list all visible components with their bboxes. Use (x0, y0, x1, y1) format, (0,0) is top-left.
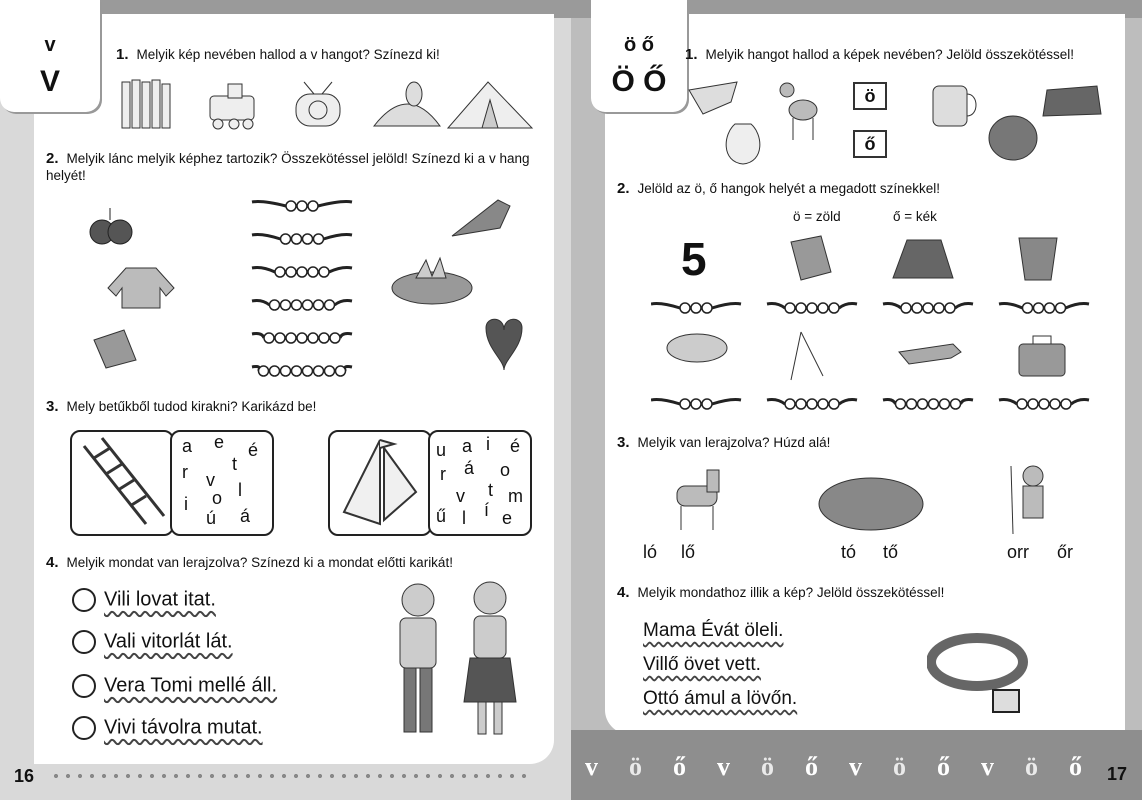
strip-letter: ö (761, 752, 774, 781)
letter-option[interactable]: i (184, 494, 188, 514)
bead-chain (999, 303, 1089, 313)
rug-icon (893, 240, 953, 278)
letter-option[interactable]: r (182, 462, 188, 482)
letter-option[interactable]: v (456, 486, 465, 506)
scarf-icon (689, 82, 737, 114)
bead-chain (252, 333, 352, 343)
letter-option[interactable]: l (462, 508, 466, 528)
word-option[interactable]: őr (1057, 542, 1074, 562)
big-number-five: 5 (681, 233, 707, 285)
sweater-icon (108, 268, 174, 308)
strip-letter: ö (629, 752, 642, 781)
bead-chain (767, 303, 857, 313)
letter-option[interactable]: o (212, 488, 223, 508)
sentence-text: Vali vitorlát lát. (104, 630, 233, 653)
task-number: 3. (617, 434, 630, 451)
task1-pictures (118, 74, 538, 134)
letter-tab-v (0, 0, 100, 112)
heart-icon (486, 319, 522, 370)
letter-option[interactable]: e (502, 508, 513, 528)
task-3 (617, 434, 1117, 451)
bead-chains (248, 196, 358, 386)
sentence-text: Vera Tomi mellé áll. (104, 674, 278, 697)
bead-chain (883, 399, 973, 409)
bead-chain (651, 399, 741, 409)
task-text: Melyik mondathoz illik a kép? Jelöld összekötéssel! (637, 585, 945, 600)
sentence-text[interactable]: Mama Évát öleli. (643, 620, 784, 641)
sentence-option[interactable] (72, 588, 216, 612)
sentence-text[interactable]: Ottó ámul a lövőn. (643, 688, 798, 709)
water-lily-icon (392, 258, 472, 304)
tent-icon (448, 82, 532, 128)
horse-icon (677, 470, 719, 530)
mug-icon (933, 86, 976, 126)
iron-icon (452, 200, 510, 236)
bead-chain (252, 300, 352, 310)
book-icon (94, 330, 136, 368)
answer-circle[interactable] (72, 716, 96, 740)
strip-letter: ő (805, 752, 818, 781)
belt-picture (927, 622, 1047, 720)
page-number: 17 (1107, 764, 1128, 784)
letter-option[interactable]: á (464, 458, 475, 478)
word-option[interactable]: orr (1007, 542, 1029, 562)
letter-option[interactable]: l (238, 480, 242, 500)
letter-option[interactable]: v (206, 470, 215, 490)
guard-icon (1011, 466, 1043, 534)
task-1 (685, 46, 1125, 63)
tab-upper: V (39, 65, 60, 98)
fence-icon (122, 80, 170, 128)
answer-circle[interactable] (72, 588, 96, 612)
radio-icon (296, 82, 340, 126)
task-number: 2. (617, 180, 630, 197)
sentence-text: Vivi távolra mutat. (104, 716, 263, 739)
color-legend-o-umlaut: ö = zöld (793, 209, 841, 224)
strip-letter: v (849, 752, 862, 781)
sentence-text: Vili lovat itat. (104, 588, 216, 611)
mark-o-double-acute: ő (853, 130, 887, 158)
task-number: 3. (46, 398, 59, 415)
answer-circle[interactable] (72, 630, 96, 654)
letter-option[interactable]: i (486, 434, 490, 454)
task-text: Melyik van lerajzolva? Húzd alá! (637, 435, 831, 450)
letter-option[interactable]: ú (206, 508, 217, 528)
belt-icon (931, 638, 1023, 712)
task-number: 4. (46, 554, 59, 571)
task-number: 4. (617, 584, 630, 601)
bead-chains (651, 296, 1111, 416)
strip-letter: ö (1025, 752, 1038, 781)
task-text: Jelöld az ö, ő hangok helyét a megadott színekkel! (637, 181, 940, 196)
letter-option[interactable]: t (488, 480, 494, 500)
letter-option[interactable]: t (232, 454, 238, 474)
bead-chain (252, 201, 352, 211)
task-2 (617, 180, 1117, 197)
pumpkin-icon (989, 116, 1037, 160)
fawn-icon (780, 83, 817, 140)
strip-letter: v (585, 752, 598, 781)
girl-icon (464, 582, 516, 734)
sentence-option[interactable] (72, 630, 233, 654)
sentence-option[interactable] (72, 674, 277, 698)
pear-icon (726, 124, 760, 164)
task-number: 1. (685, 46, 698, 63)
footer-dots (50, 774, 534, 778)
children-picture (386, 578, 526, 744)
ladder-picture-box (70, 430, 174, 536)
task-text: Melyik hangot hallod a képek nevében? Jelöld összekötéssel! (705, 47, 1074, 62)
letter-option[interactable]: m (508, 486, 523, 506)
strip-letter: ő (673, 752, 686, 781)
task-number: 1. (116, 46, 129, 63)
task-text: Melyik mondat van lerajzolva? Színezd ki a mondat előtti karikát! (66, 555, 453, 570)
strip-letter: v (981, 752, 994, 781)
mole-icon (374, 82, 440, 126)
word-option[interactable]: tő (883, 542, 899, 562)
task-text: Melyik lánc melyik képhez tartozik? Összekötéssel jelöld! Színezd ki a v hang helyét! (46, 151, 530, 183)
sentence-text[interactable]: Villő övet vett. (643, 654, 761, 675)
tab-lower: ö ő (624, 34, 654, 56)
bead-chain (252, 267, 352, 277)
color-legend-o-double-acute: ő = kék (893, 209, 937, 224)
train-icon (210, 84, 254, 129)
letter-option[interactable]: o (500, 460, 511, 480)
strip-letter: ő (1069, 752, 1082, 781)
word-option[interactable]: lő (681, 542, 696, 562)
plum-icon (90, 208, 132, 244)
bead-chain (883, 303, 973, 313)
task-4 (46, 554, 536, 571)
task3-pictures (661, 460, 1081, 540)
word-option[interactable]: ló (643, 542, 658, 562)
letter-option[interactable]: é (510, 436, 521, 456)
answer-circle[interactable] (72, 674, 96, 698)
task-3 (46, 398, 536, 415)
letter-option[interactable]: a (182, 436, 193, 456)
letter-option[interactable]: a (462, 436, 473, 456)
letter-option[interactable]: é (248, 440, 259, 460)
boy-icon (400, 584, 436, 732)
ladder-icon (72, 432, 172, 532)
pond-icon (819, 478, 923, 530)
letter-tab-o (591, 0, 687, 112)
mark-o-umlaut: ö (853, 82, 887, 110)
task-text: Melyik kép nevében hallod a v hangot? Színezd ki! (136, 47, 440, 62)
task1-pictures (683, 74, 1103, 170)
sailboat-icon (330, 432, 430, 532)
task-text: Mely betűkből tudod kirakni? Karikázd be! (66, 399, 317, 414)
task-number: 2. (46, 150, 59, 167)
tab-upper: Ö Ő (611, 65, 667, 98)
bead-chain (252, 234, 352, 244)
letter-option[interactable]: e (214, 432, 225, 452)
tab-lower: v (44, 34, 56, 56)
task-4 (617, 584, 1117, 601)
letter-option[interactable]: í (484, 500, 490, 520)
bucket-icon (1019, 238, 1057, 280)
task-1 (116, 46, 536, 63)
word-option[interactable]: tó (841, 542, 857, 562)
sail-picture-box (328, 430, 432, 536)
task-2 (46, 150, 536, 184)
strip-letter: ő (937, 752, 950, 781)
letter-option[interactable]: ű (436, 506, 447, 526)
letter-option[interactable]: u (436, 440, 447, 460)
book-icon (791, 236, 831, 280)
strip-letter: ö (893, 752, 906, 781)
roof-icon (1043, 86, 1101, 116)
bead-chain (651, 303, 741, 313)
bead-chain (767, 399, 857, 409)
bead-chain (999, 399, 1089, 409)
page-number: 16 (14, 766, 35, 786)
sentence-option[interactable] (72, 716, 263, 740)
letter-option[interactable]: r (440, 464, 446, 484)
strip-letter: v (717, 752, 730, 781)
right-page (571, 0, 1142, 800)
letter-option[interactable]: á (240, 506, 251, 526)
bead-chain (252, 366, 352, 376)
